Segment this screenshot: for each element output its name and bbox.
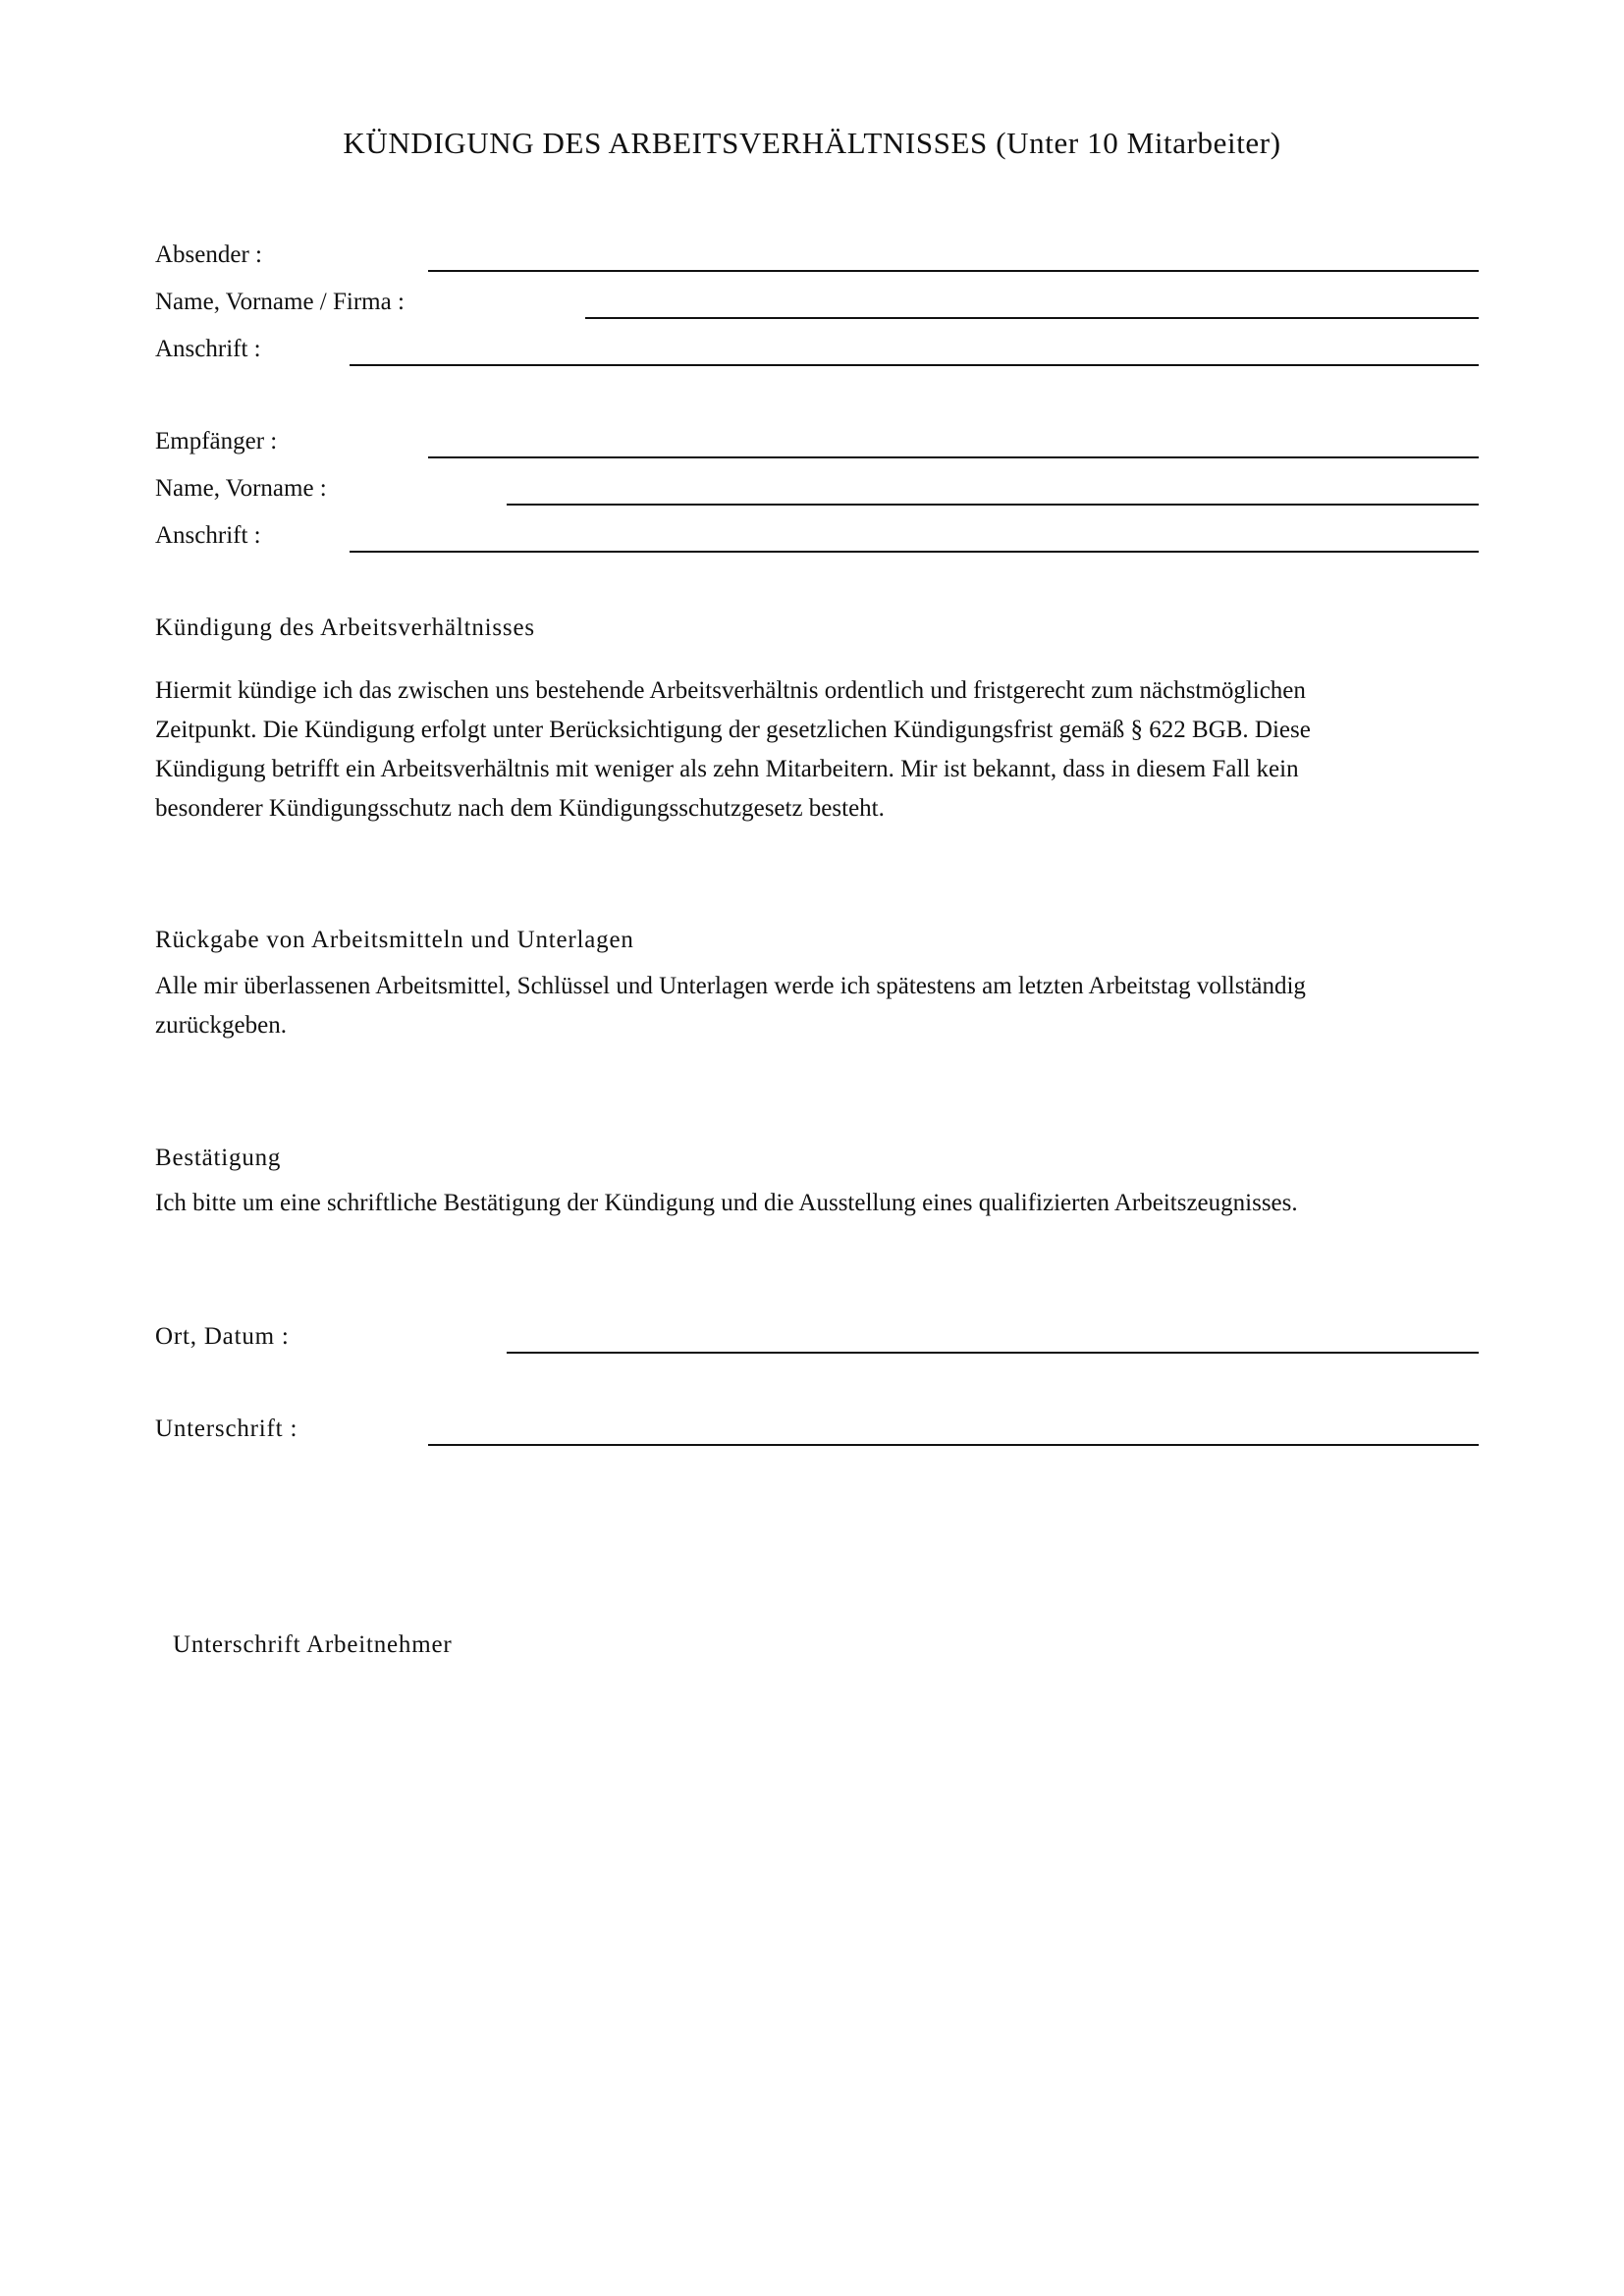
recipient-input-line[interactable] [428, 456, 1479, 458]
signature-input-line[interactable] [428, 1444, 1479, 1446]
return-items-heading: Rückgabe von Arbeitsmitteln und Unterlagen [155, 927, 634, 953]
place-date-input-line[interactable] [507, 1352, 1479, 1354]
recipient-label: Empfänger : [155, 428, 278, 454]
recipient-address-input-line[interactable] [350, 551, 1479, 553]
paragraph-line: Alle mir überlassenen Arbeitsmittel, Schlüssel und Unterlagen werde ich spätestens am letzten Arbeitstag vollständig [155, 973, 1306, 999]
sender-name-label: Name, Vorname / Firma : [155, 289, 405, 315]
sender-label: Absender : [155, 241, 262, 268]
paragraph-line: Zeitpunkt. Die Kündigung erfolgt unter Berücksichtigung der gesetzlichen Kündigungsfrist gemäß § 622 BGB. Diese [155, 717, 1311, 743]
paragraph-line: Hiermit kündige ich das zwischen uns bestehende Arbeitsverhältnis ordentlich und fristgerecht zum nächstmöglichen [155, 677, 1306, 704]
confirmation-heading: Bestätigung [155, 1145, 282, 1171]
termination-paragraph [155, 671, 1490, 828]
termination-heading: Kündigung des Arbeitsverhältnisses [155, 614, 535, 641]
document-title: KÜNDIGUNG DES ARBEITSVERHÄLTNISSES (Unter 10 Mitarbeiter) [343, 126, 1281, 160]
paragraph-line: zurückgeben. [155, 1012, 287, 1039]
sender-name-input-line[interactable] [585, 317, 1479, 319]
signature-label: Unterschrift : [155, 1415, 298, 1442]
sender-address-label: Anschrift : [155, 336, 261, 362]
employee-signature-label: Unterschrift Arbeitnehmer [173, 1631, 453, 1658]
paragraph-line: Kündigung betrifft ein Arbeitsverhältnis mit weniger als zehn Mitarbeitern. Mir ist bekannt, dass in diesem Fall kein [155, 756, 1299, 782]
recipient-address-label: Anschrift : [155, 522, 261, 549]
recipient-name-label: Name, Vorname : [155, 475, 327, 502]
sender-input-line[interactable] [428, 270, 1479, 272]
return-items-paragraph [155, 967, 1490, 1045]
place-date-label: Ort, Datum : [155, 1323, 290, 1350]
paragraph-line: besonderer Kündigungsschutz nach dem Kündigungsschutzgesetz besteht. [155, 795, 885, 822]
confirmation-paragraph [155, 1184, 1490, 1223]
sender-address-input-line[interactable] [350, 364, 1479, 366]
recipient-name-input-line[interactable] [507, 504, 1479, 506]
paragraph-line: Ich bitte um eine schriftliche Bestätigung der Kündigung und die Ausstellung eines qualifizierten Arbeitszeugnisses. [155, 1190, 1298, 1216]
